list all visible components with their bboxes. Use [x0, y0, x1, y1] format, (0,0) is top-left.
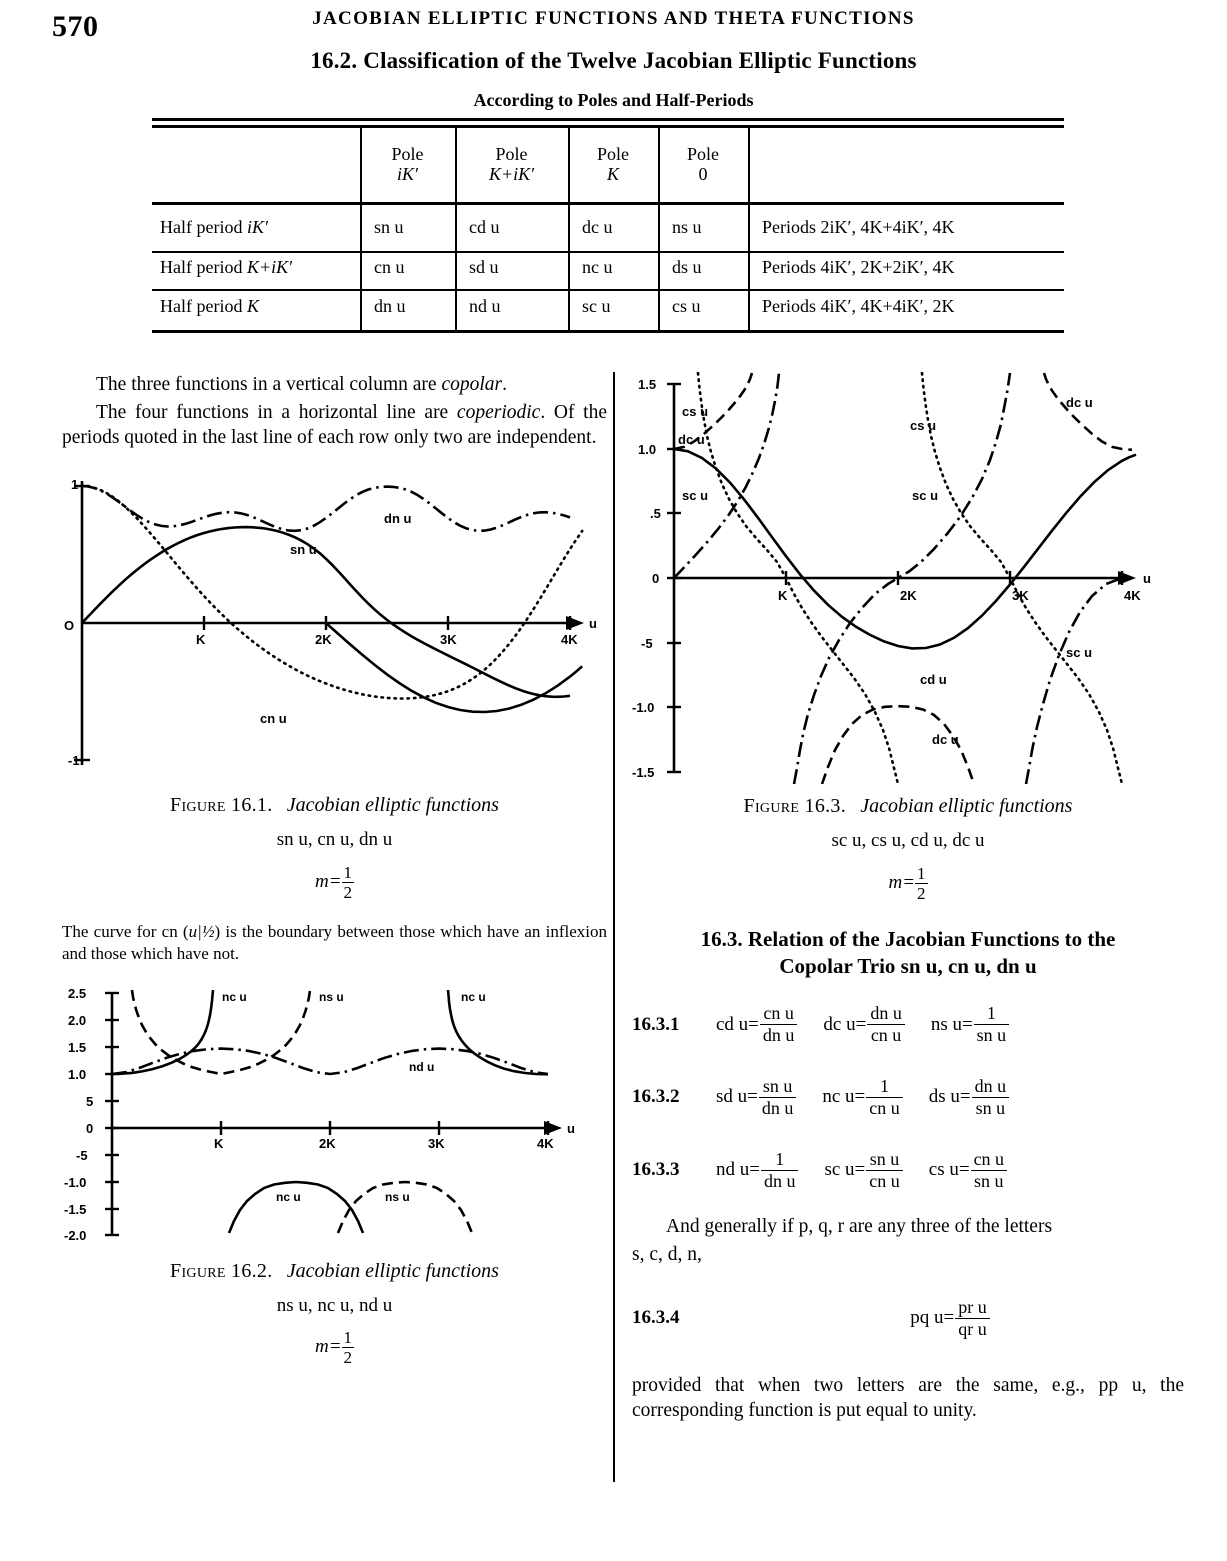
- left-column: [62, 372, 607, 1366]
- figure-16-2-caption: [62, 1257, 607, 1367]
- table-header-pole-4: [658, 144, 748, 184]
- figure-16-2-plot: [62, 983, 607, 1245]
- fig3-ylabel-3: 0: [652, 571, 660, 586]
- fig3-ylabel-5: -1.0: [632, 700, 655, 715]
- fig1-label-yneg1: -1: [68, 753, 80, 769]
- fig1-curve-label-cn: cn u: [260, 711, 287, 727]
- table-rule-top-outer: [152, 118, 1064, 121]
- eq-item-nc: nc u= $\frac{1}{\text{cn u}}$: [822, 1077, 902, 1118]
- fig2-ylabel-0: 2.5: [68, 985, 87, 1001]
- table-header-pole-1-line1: Pole: [391, 144, 424, 164]
- fig1-label-origin: O: [64, 618, 75, 634]
- page-number: 570: [52, 10, 99, 43]
- table-row-1-label-math: iK′: [246, 217, 268, 237]
- table-row-2-cell-1: cn u: [374, 257, 405, 277]
- table-row-1-periods: Periods 2iK′, 4K+4iK′, 4K: [762, 217, 955, 237]
- fig1-caption-line2: sn u, cn u, dn u: [276, 829, 393, 851]
- fig2-xlabel-4K: 4K: [537, 1135, 554, 1151]
- eq-number-16-3-1: 16.3.1: [632, 1013, 680, 1035]
- section-16-2-subtitle: According to Poles and Half-Periods: [473, 90, 754, 110]
- equation-row-16-3-4: [632, 1298, 1184, 1339]
- column-divider: [613, 372, 615, 1482]
- fig1-curve-dn: [82, 486, 570, 531]
- fig1-curve-sn: [82, 527, 570, 697]
- eq-item-cs: cs u= $\frac{\text{cn u}}{\text{sn u}}$: [929, 1150, 1007, 1191]
- fig2-ylabel-3: 1.0: [68, 1066, 87, 1082]
- table-rule-head: [152, 202, 1064, 205]
- fig3-curve-label-sc-3: sc u: [1066, 645, 1093, 660]
- table-row-2-periods: Periods 4iK′, 2K+2iK′, 4K: [762, 257, 955, 277]
- fig3-caption-line2: sc u, cs u, cd u, dc u: [831, 830, 985, 851]
- paragraph-letters: s, c, d, n,: [632, 1244, 702, 1266]
- fig3-xlabel-4K: 4K: [1124, 588, 1141, 603]
- figure-16-1-svg: [62, 473, 607, 781]
- eq-item-cd: cd u= $\frac{\text{cn u}}{\text{dn u}}$: [716, 1004, 797, 1045]
- table-row-1-cell-2: cd u: [469, 217, 500, 237]
- paragraph-coperiodic: The four functions in a horizontal line are coperiodic. Of the periods quoted in the last line of each row only two are independent.: [62, 401, 607, 449]
- eq-number-16-3-2: 16.3.2: [632, 1086, 680, 1108]
- fig2-xlabel-K: K: [214, 1135, 224, 1151]
- fig1-curve-label-sn: sn u: [290, 542, 317, 558]
- fig1-m-value: m= $\frac{1}{2}$: [314, 862, 353, 902]
- fig3-curve-label-cd: cd u: [920, 672, 947, 687]
- fig3-xlabel-K: K: [778, 588, 788, 603]
- table-rule-bottom: [152, 330, 1064, 333]
- table-rule-top-inner: [152, 125, 1064, 128]
- table-row-3-cell-4: cs u: [672, 296, 701, 316]
- fig2-curve-label-nc-1: nc u: [222, 989, 247, 1004]
- fig3-curve-label-dc-2: dc u: [1066, 395, 1093, 410]
- running-head: JACOBIAN ELLIPTIC FUNCTIONS AND THETA FUNCTIONS: [312, 8, 915, 29]
- eq-item-ns: ns u= $\frac{1}{\text{sn u}}$: [931, 1004, 1009, 1045]
- table-row-1-label-text: Half period: [160, 217, 247, 237]
- figure-16-3-plot: [632, 372, 1184, 784]
- fig2-ylabel-8: -1.5: [64, 1201, 87, 1217]
- paragraph-provided: provided that when two letters are the same, e.g., pp u, the corresponding function is put equal to unity.: [632, 1374, 1184, 1422]
- fig1-xtick-label-4K: 4K: [561, 632, 578, 648]
- table-row-2-label-text: Half period: [160, 257, 247, 277]
- table-row-1-cell-4: ns u: [672, 217, 702, 237]
- fig1-curve-cn: [82, 486, 582, 699]
- figure-16-3-svg: [632, 372, 1184, 784]
- table-header-pole-3-line1: Pole: [596, 144, 629, 164]
- fig2-curve-label-nc-3: nc u: [276, 1189, 301, 1204]
- eq-item-nd: nd u= $\frac{1}{\text{dn u}}$: [716, 1150, 798, 1191]
- fig3-caption-title: Jacobian elliptic functions: [860, 795, 1073, 817]
- table-row-2-label: [160, 257, 292, 278]
- fig1-curve-label-dn: dn u: [384, 511, 412, 527]
- table-rule-row2: [152, 289, 1064, 291]
- eq-number-16-3-3: 16.3.3: [632, 1159, 680, 1181]
- fig2-axis-label-u: u: [567, 1120, 575, 1136]
- fig2-ylabel-5: 0: [86, 1120, 94, 1136]
- fig3-curve-dc-b3: [1044, 373, 1132, 450]
- fig1-xtick-label-2K: 2K: [315, 632, 332, 648]
- table-row-2-cell-2: sd u: [469, 257, 499, 277]
- fig2-xlabel-2K: 2K: [319, 1135, 336, 1151]
- fig1-caption-label: Figure 16.1.: [170, 794, 273, 817]
- fig1-xtick-label-3K: 3K: [440, 632, 457, 648]
- fig2-x-arrow: [544, 1121, 562, 1135]
- fig2-curve-label-nc-2: nc u: [461, 989, 486, 1004]
- fig3-ylabel-6: -1.5: [632, 765, 655, 780]
- eq-item-sd: sd u= $\frac{\text{sn u}}{\text{dn u}}$: [716, 1077, 796, 1118]
- classification-table: [152, 118, 1064, 348]
- table-vrule-5: [748, 127, 750, 330]
- fig3-ylabel-1: 1.0: [638, 442, 657, 457]
- section-16-3-title-line1: 16.3. Relation of the Jacobian Functions to the: [700, 926, 1116, 951]
- fig3-curve-label-dc-1: dc u: [678, 432, 705, 447]
- figure-16-2-svg: [62, 983, 607, 1245]
- table-row-1-label: [160, 217, 268, 238]
- fig3-curve-label-cs-2: cs u: [910, 418, 937, 433]
- fig2-curve-label-ns-2: ns u: [385, 1189, 410, 1204]
- table-header-pole-2-line2: K+iK′: [488, 164, 535, 185]
- fig2-caption-line2: ns u, nc u, nd u: [276, 1294, 393, 1316]
- paragraph-generally: And generally if p, q, r are any three of the letters: [666, 1216, 1053, 1238]
- right-column: [632, 372, 1184, 1426]
- eq-item-dc: dc u= $\frac{\text{dn u}}{\text{cn u}}$: [823, 1004, 904, 1045]
- fig3-ylabel-0: 1.5: [638, 377, 657, 392]
- eq-item-pq: pq u= $\frac{\text{pr u}}{\text{qr u}}$: [910, 1298, 989, 1339]
- fig1-xtick-label-K: K: [196, 632, 206, 648]
- fig2-curve-nc-branch1: [112, 990, 213, 1074]
- figure-16-1-caption: [62, 791, 607, 901]
- table-row-3-cell-2: nd u: [469, 296, 501, 316]
- equation-row-16-3-1: [632, 1004, 1184, 1045]
- section-16-2-title: 16.2. Classification of the Twelve Jacobian Elliptic Functions: [310, 48, 917, 73]
- fig3-axis-label-u: u: [1143, 571, 1151, 586]
- table-row-2-cell-3: nc u: [582, 257, 613, 277]
- eq-number-16-3-4: 16.3.4: [632, 1307, 680, 1329]
- fig3-curve-label-cs-1: cs u: [682, 404, 709, 419]
- eq-item-ds: ds u= $\frac{\text{dn u}}{\text{sn u}}$: [929, 1077, 1009, 1118]
- fig2-ylabel-1: 2.0: [68, 1012, 87, 1028]
- table-row-1-cell-1: sn u: [374, 217, 404, 237]
- fig1-x-arrow: [566, 616, 584, 630]
- table-row-2-label-math: K+iK′: [246, 257, 293, 277]
- fig1-label-y1: 1: [71, 477, 79, 493]
- figure-16-3-caption: [632, 792, 1184, 902]
- table-row-3-label-math: K: [246, 296, 259, 316]
- equation-row-16-3-2: [632, 1077, 1184, 1118]
- fig3-curve-label-sc-1: sc u: [682, 488, 709, 503]
- table-row-3-label: [160, 296, 259, 317]
- table-header-pole-3: [568, 144, 658, 184]
- fig2-m-value: m= $\frac{1}{2}$: [314, 1328, 353, 1368]
- equation-block: [632, 1004, 1184, 1190]
- fig2-ylabel-2: 1.5: [68, 1039, 87, 1055]
- fig2-ylabel-9: -2.0: [64, 1227, 87, 1243]
- eq-item-sc: sc u= $\frac{\text{sn u}}{\text{cn u}}$: [824, 1150, 902, 1191]
- fig2-curve-label-ns-1: ns u: [319, 989, 344, 1004]
- table-header-pole-2-line1: Pole: [495, 144, 528, 164]
- fig2-caption-title: Jacobian elliptic functions: [286, 1259, 499, 1282]
- fig1-caption-title: Jacobian elliptic functions: [286, 794, 499, 817]
- fig2-ylabel-7: -1.0: [64, 1174, 87, 1190]
- table-header-pole-3-line2: K: [606, 164, 619, 185]
- fig3-m-value: m= $\frac{1}{2}$: [888, 863, 926, 903]
- paragraph-copolar: The three functions in a vertical column are copolar.: [96, 374, 507, 395]
- fig2-xlabel-3K: 3K: [428, 1135, 445, 1151]
- paragraph-inflexion-note: The curve for cn (u|½) is the boundary between those which have an inflexion and those which have not.: [62, 921, 607, 963]
- fig2-caption-label: Figure 16.2.: [170, 1259, 273, 1282]
- fig3-xlabel-2K: 2K: [900, 588, 917, 603]
- fig2-curve-label-nd: nd u: [409, 1059, 435, 1074]
- fig3-ylabel-2: .5: [650, 506, 661, 521]
- fig3-caption-label: Figure 16.3.: [743, 795, 847, 817]
- fig3-curve-label-dc-3: dc u: [932, 732, 959, 747]
- table-header-pole-1-line2: iK′: [397, 164, 418, 185]
- fig3-curve-label-sc-2: sc u: [912, 488, 939, 503]
- table-row-2-cell-4: ds u: [672, 257, 702, 277]
- section-16-3-title-line2: Copolar Trio sn u, cn u, dn u: [779, 953, 1037, 978]
- figure-16-1-plot: [62, 473, 607, 781]
- fig2-ylabel-6: -5: [76, 1147, 88, 1163]
- table-row-3-cell-3: sc u: [582, 296, 611, 316]
- fig3-ylabel-4: -5: [641, 636, 653, 651]
- table-row-3-label-text: Half period: [160, 296, 247, 316]
- table-header-pole-2: [455, 144, 568, 184]
- equation-row-16-3-3: [632, 1150, 1184, 1191]
- fig3-curve-cd: [674, 449, 1136, 648]
- table-rule-row1: [152, 251, 1064, 253]
- fig3-xlabel-3K: 3K: [1012, 588, 1029, 603]
- table-header-pole-4-line2: 0: [698, 164, 708, 185]
- fig2-ylabel-4: 5: [86, 1093, 94, 1109]
- table-row-3-periods: Periods 4iK′, 4K+4iK′, 2K: [762, 296, 955, 316]
- table-header-pole-4-line1: Pole: [686, 144, 719, 164]
- table-row-1-cell-3: dc u: [582, 217, 613, 237]
- fig1-axis-label-u: u: [589, 616, 597, 632]
- section-16-3-title: [632, 926, 1184, 981]
- table-row-3-cell-1: dn u: [374, 296, 406, 316]
- table-header-pole-1: [360, 144, 455, 184]
